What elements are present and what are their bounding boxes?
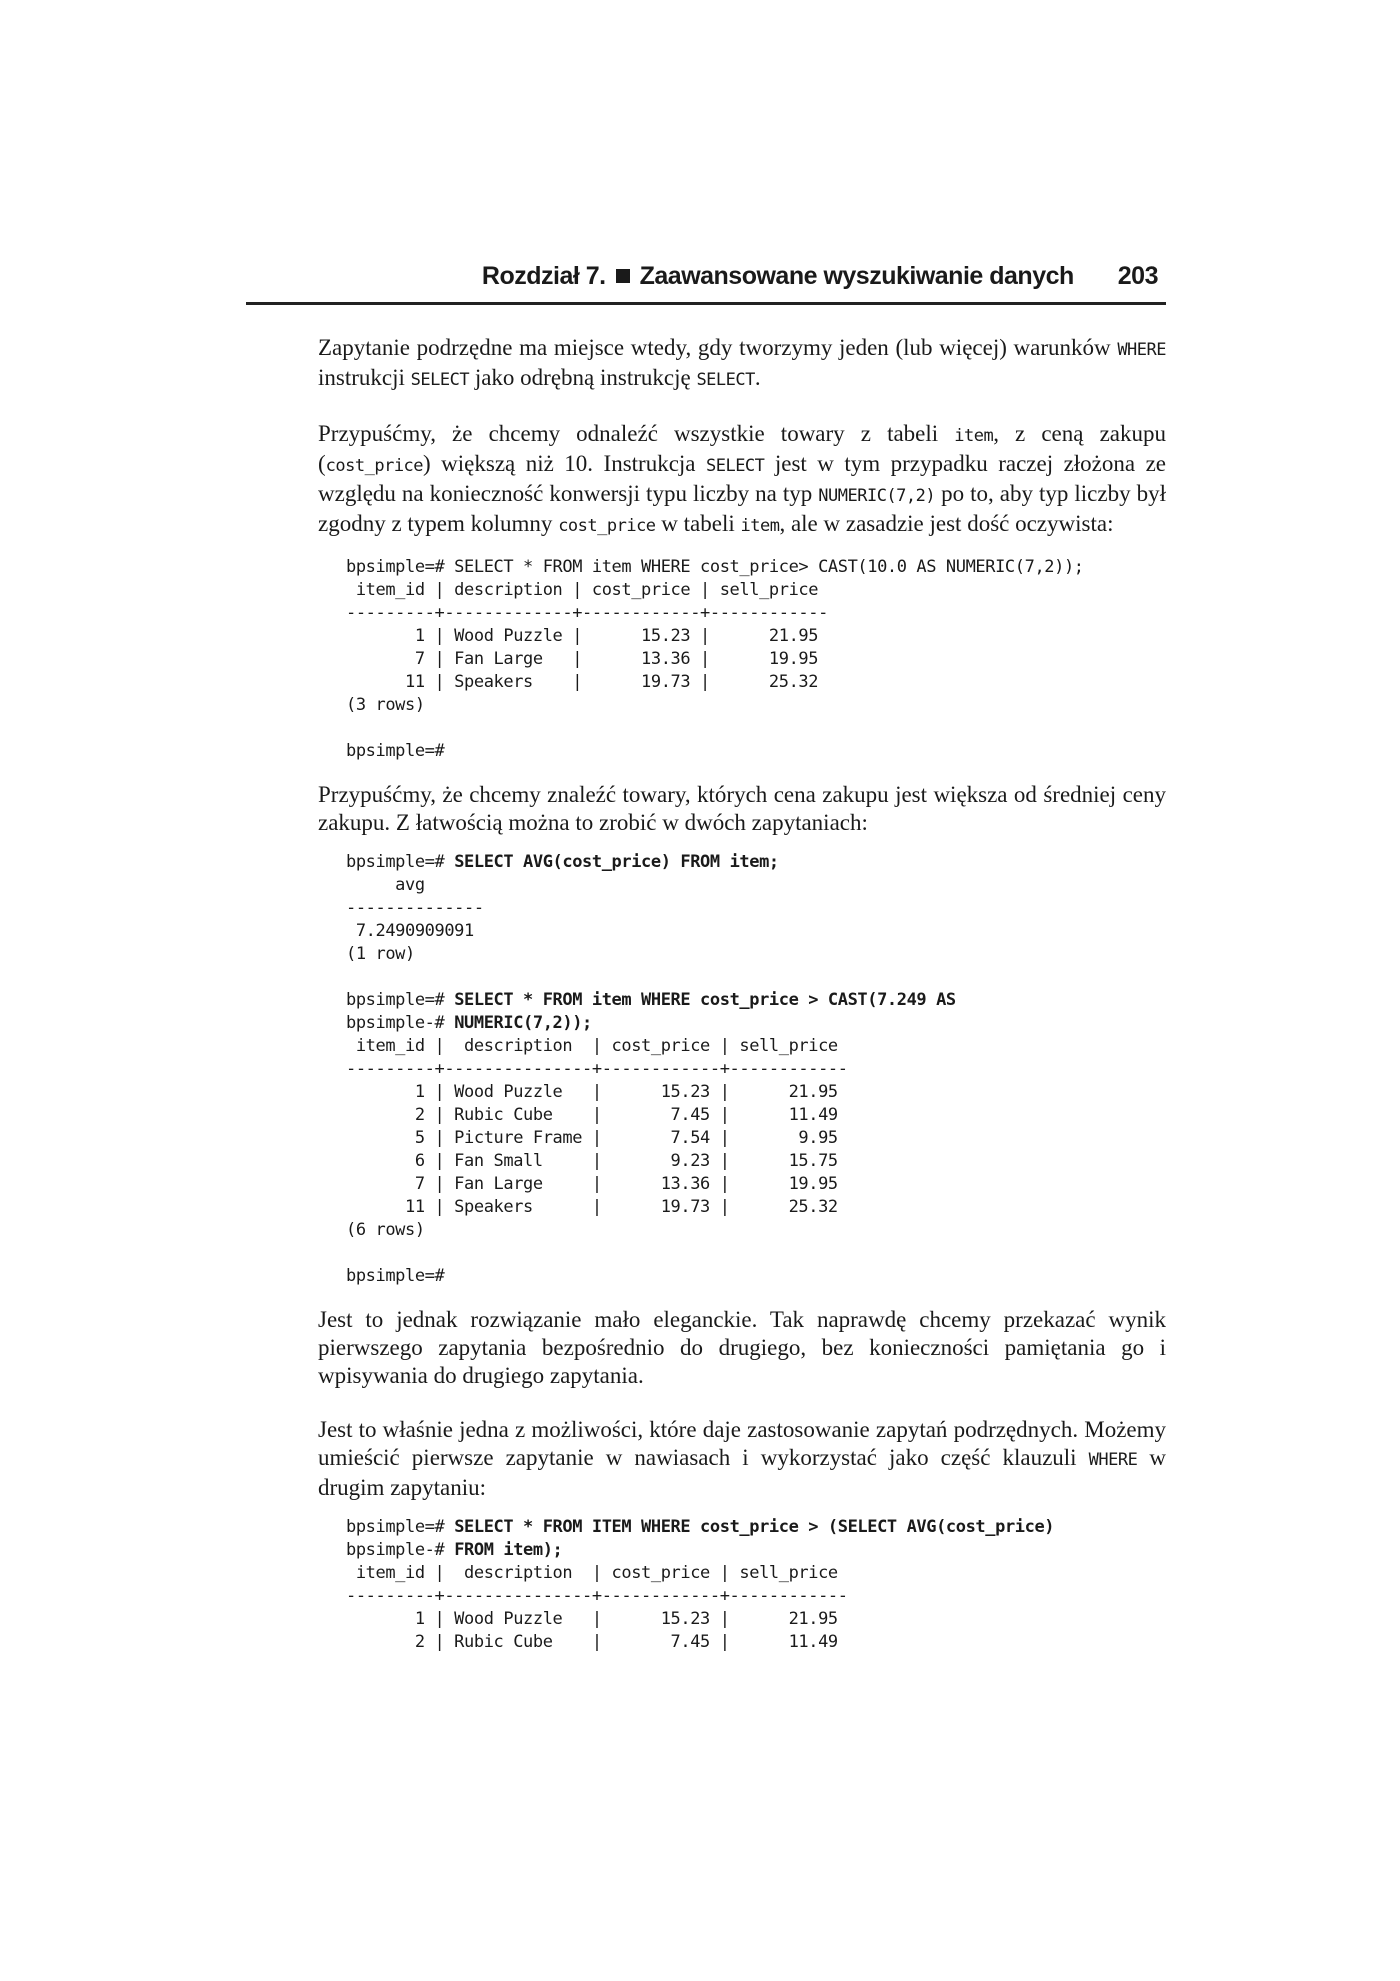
code-line: 2 | Rubic Cube | 7.45 | 11.49 <box>346 1632 838 1652</box>
command: FROM item); <box>454 1540 563 1560</box>
code-line: 1 | Wood Puzzle | 15.23 | 21.95 <box>346 1609 838 1629</box>
code-line: item_id | description | cost_price | sell_price <box>346 1563 838 1583</box>
code-line: 11 | Speakers | 19.73 | 25.32 <box>346 672 819 692</box>
code-line: 5 | Picture Frame | 7.54 | 9.95 <box>346 1128 838 1148</box>
prompt: bpsimple=# <box>346 1517 455 1537</box>
text: jako odrębną instrukcję <box>469 365 697 390</box>
paragraph-5 <box>318 1416 1166 1502</box>
text: . <box>754 365 761 390</box>
page-number: 203 <box>1117 262 1158 290</box>
code-line: item_id | description | cost_price | sell_price <box>346 1036 838 1056</box>
inline-code: SELECT <box>410 370 470 390</box>
square-bullet-icon <box>616 269 630 283</box>
text: Przypuśćmy, że chcemy odnaleźć wszystkie towary z tabeli <box>318 421 955 446</box>
code-listing-2 <box>346 851 1166 1288</box>
prompt: bpsimple-# <box>346 1013 455 1033</box>
text: w drugim zapytaniu: <box>318 1445 1166 1500</box>
code-line <box>346 1516 1166 1539</box>
text: instrukcji <box>318 365 411 390</box>
code-line <box>346 1539 1166 1562</box>
inline-code: SELECT <box>705 456 765 476</box>
text: po to, aby typ liczby był zgodny z typem kolumny <box>318 481 1166 536</box>
code-line: (6 rows) <box>346 1220 425 1240</box>
code-line <box>346 1242 1166 1265</box>
prompt: bpsimple-# <box>346 1540 455 1560</box>
chapter-label: Rozdział 7. <box>481 262 606 290</box>
code-line <box>346 1012 1166 1035</box>
text: jest w tym przypadku raczej złożona ze względu na konieczność konwersji typu liczby na typ <box>318 451 1166 506</box>
code-line: bpsimple=# <box>346 741 445 761</box>
command: SELECT * FROM item WHERE cost_price > CAST(7.249 AS <box>454 990 956 1010</box>
text: Jest to właśnie jedna z możliwości, które daje zastosowanie zapytań podrzędnych. Możemy umieścić pierwsze zapytanie w nawiasach i wykorzystać jako część klauzuli <box>318 1417 1166 1470</box>
code-line <box>346 851 1166 874</box>
code-line: 7 | Fan Large | 13.36 | 19.95 <box>346 1174 838 1194</box>
code-line: ---------+-------------+------------+------------ <box>346 603 828 623</box>
inline-code: WHERE <box>1117 340 1166 360</box>
paragraph-3: Przypuśćmy, że chcemy znaleźć towary, których cena zakupu jest większa od średniej ceny zakupu. Z łatwością można to zrobić w dwóch zapytaniach: <box>318 782 1166 835</box>
code-line: item_id | description | cost_price | sell_price <box>346 580 819 600</box>
command: SELECT AVG(cost_price) FROM item; <box>454 852 779 872</box>
inline-code: item <box>954 426 994 446</box>
page-body <box>318 334 1166 1654</box>
code-line: 1 | Wood Puzzle | 15.23 | 21.95 <box>346 1082 838 1102</box>
code-line: avg <box>346 875 425 895</box>
command: SELECT * FROM ITEM WHERE cost_price > (SELECT AVG(cost_price) <box>454 1517 1055 1537</box>
text: w tabeli <box>655 511 741 536</box>
inline-code: WHERE <box>1088 1450 1138 1470</box>
code-line: bpsimple=# SELECT * FROM item WHERE cost_price> CAST(10.0 AS NUMERIC(7,2)); <box>346 557 1084 577</box>
text: Zapytanie podrzędne ma miejsce wtedy, gdy tworzymy jeden (lub więcej) warunków <box>318 335 1118 360</box>
paragraph-2 <box>318 420 1166 540</box>
chapter-title: Zaawansowane wyszukiwanie danych <box>639 262 1074 290</box>
code-line: -------------- <box>346 898 484 918</box>
inline-code: SELECT <box>696 370 755 390</box>
code-line: 2 | Rubic Cube | 7.45 | 11.49 <box>346 1105 838 1125</box>
code-line: 6 | Fan Small | 9.23 | 15.75 <box>346 1151 838 1171</box>
code-listing-3 <box>346 1516 1166 1654</box>
prompt: bpsimple=# <box>346 990 455 1010</box>
text: , ale w zasadzie jest dość oczywista: <box>779 511 1114 536</box>
paragraph-1 <box>318 334 1166 394</box>
code-line: bpsimple=# <box>346 1266 445 1286</box>
code-line <box>346 989 1166 1012</box>
inline-code: item <box>740 516 780 536</box>
running-header <box>246 258 1166 305</box>
inline-code: cost_price <box>325 456 424 476</box>
inline-code: NUMERIC(7,2) <box>818 486 936 506</box>
code-line: 7.2490909091 <box>346 921 474 941</box>
code-listing-1 <box>346 556 1166 763</box>
code-line: 11 | Speakers | 19.73 | 25.32 <box>346 1197 838 1217</box>
paragraph-4: Jest to jednak rozwiązanie mało eleganckie. Tak naprawdę chcemy przekazać wynik pierwszego zapytania bezpośrednio do drugiego, bez konieczności pamiętania go i wpisywania do drugiego zapytania. <box>318 1307 1166 1388</box>
code-line: (1 row) <box>346 944 415 964</box>
text: , z ceną zakupu ( <box>318 421 1166 476</box>
code-line: 7 | Fan Large | 13.36 | 19.95 <box>346 649 819 669</box>
text: ) większą niż 10. Instrukcja <box>423 451 706 476</box>
code-line: 1 | Wood Puzzle | 15.23 | 21.95 <box>346 626 819 646</box>
inline-code: cost_price <box>558 516 656 536</box>
code-line: ---------+---------------+------------+------------ <box>346 1059 848 1079</box>
prompt: bpsimple=# <box>346 852 455 872</box>
command: NUMERIC(7,2)); <box>454 1013 592 1033</box>
code-line <box>346 717 1166 740</box>
code-line: (3 rows) <box>346 695 425 715</box>
code-line <box>346 966 1166 989</box>
code-line: ---------+---------------+------------+------------ <box>346 1586 848 1606</box>
